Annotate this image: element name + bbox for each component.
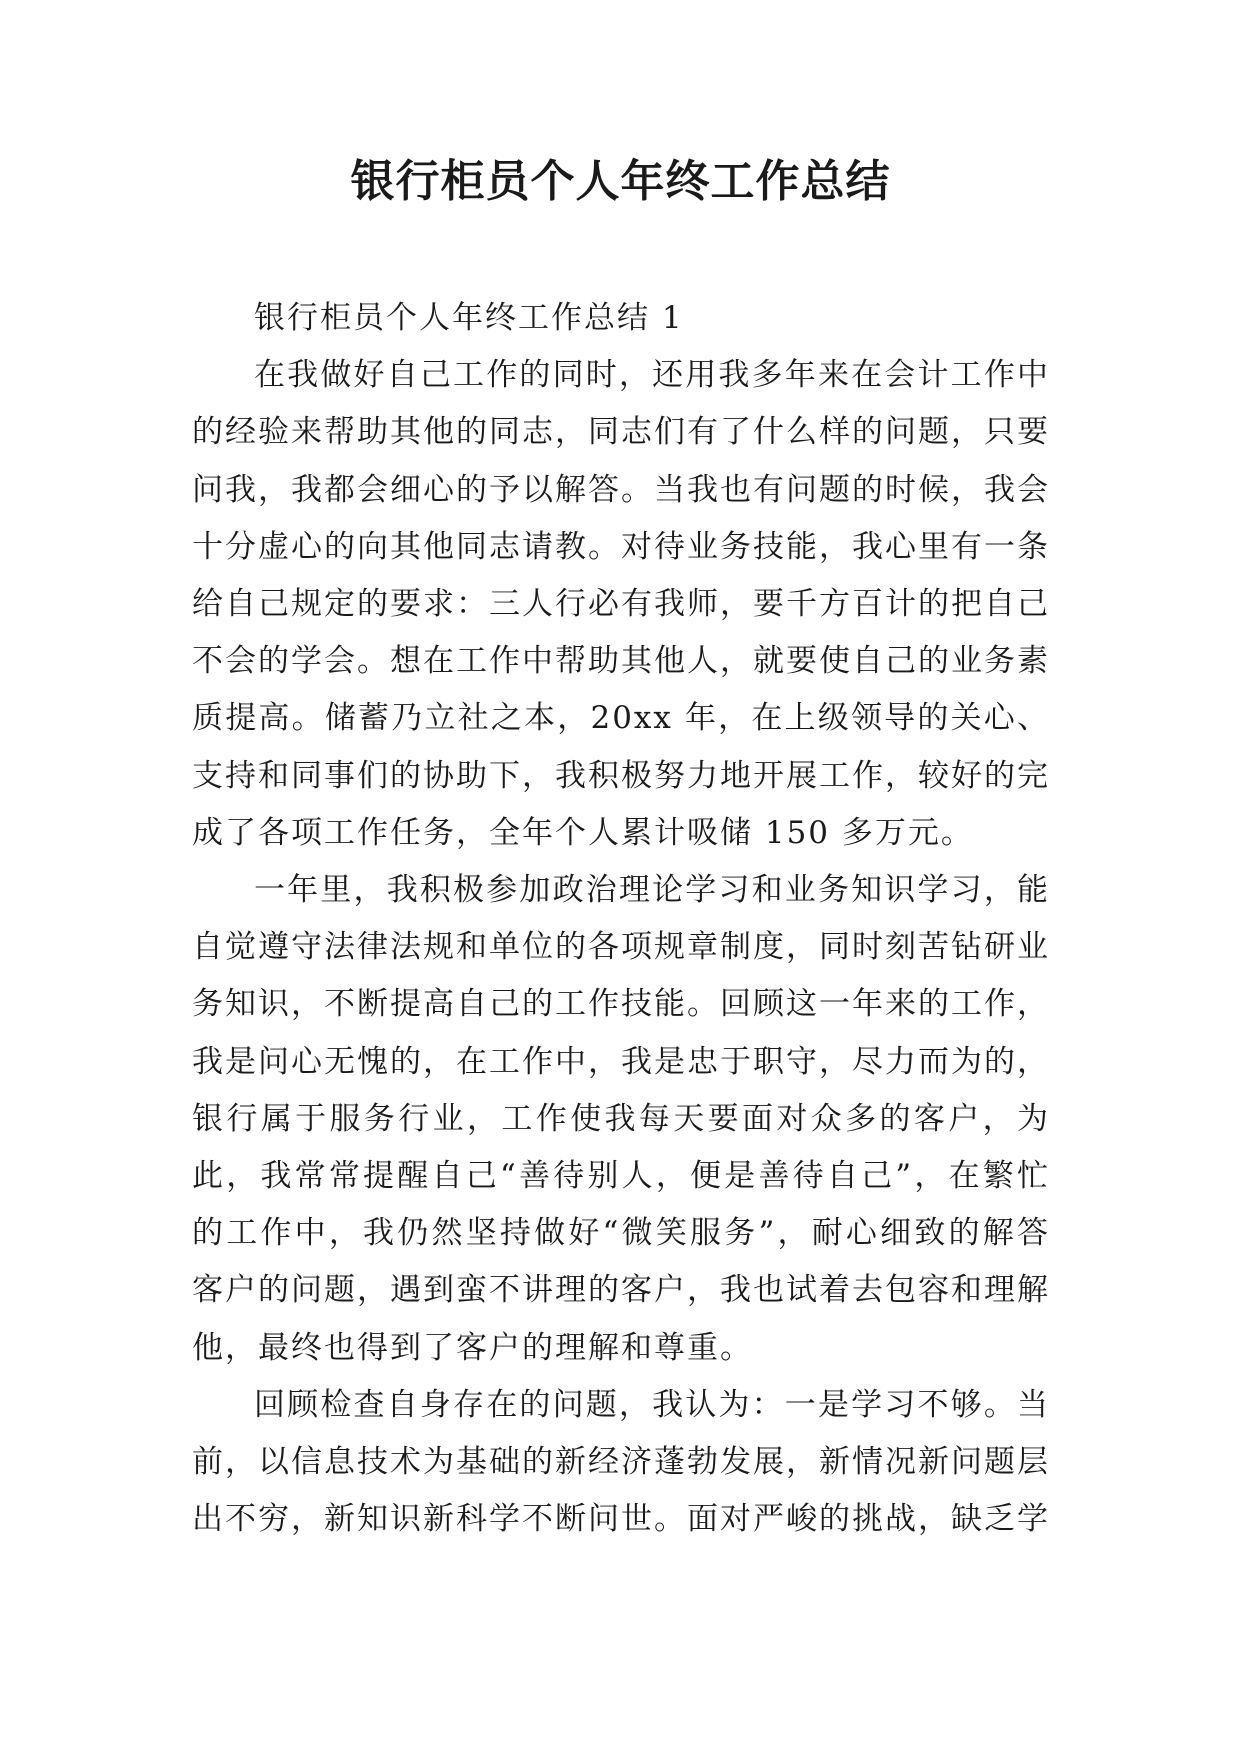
paragraph-3: 回顾检查自身存在的问题，我认为：一是学习不够。当前，以信息技术为基础的新经济蓬勃发展，新情况新问题层出不穷，新知识新科学不断问世。面对严峻的挑战，缺乏学: [192, 1386, 1050, 1538]
section-heading: 银行柜员个人年终工作总结 1: [254, 300, 684, 336]
document-body: [192, 290, 1050, 1548]
paragraph-2: 一年里，我积极参加政治理论学习和业务知识学习，能自觉遵守法律法规和单位的各项规章制度，同时刻苦钻研业务知识，不断提高自己的工作技能。回顾这一年来的工作，我是问心无愧的，在工作中，我是忠于职守，尽力而为的，银行属于服务行业，工作使我每天要面对众多的客户，为此，我常常提醒自己“善待别人，便是善待自己”，在繁忙的工作中，我仍然坚持做好“微笑服务”，耐心细致的解答客户的问题，遇到蛮不讲理的客户，我也试着去包容和理解他，最终也得到了客户的理解和尊重。: [192, 872, 1050, 1366]
paragraph-1: 在我做好自己工作的同时，还用我多年来在会计工作中的经验来帮助其他的同志，同志们有了什么样的问题，只要问我，我都会细心的予以解答。当我也有问题的时候，我会十分虚心的向其他同志请教。对待业务技能，我心里有一条给自己规定的要求：三人行必有我师，要千方百计的把自己不会的学会。想在工作中帮助其他人，就要使自己的业务素质提高。储蓄乃立社之本，20xx 年，在上级领导的关心、支持和同事们的协助下，我积极努力地开展工作，较好的完成了各项工作任务，全年个人累计吸储 150 多万元。: [192, 357, 1050, 851]
document-title: 银行柜员个人年终工作总结: [350, 156, 891, 207]
